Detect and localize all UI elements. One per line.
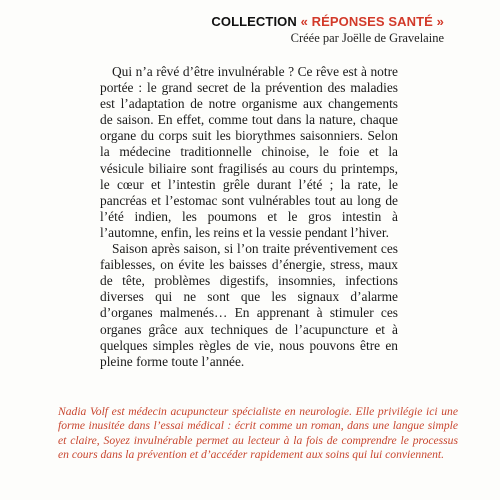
author-blurb <box>58 405 458 463</box>
summary-paragraph: Saison après saison, si l’on traite préventivement ces faiblesses, on évite les baisses d’énergie, stress, maux de tête, problèmes digestifs, insomnies, infections diverses qui ne sont que les signaux d’alarme d’organes malmenés… En apprenant à stimuler ces organes grâce aux techniques de l’acupuncture et à quelques simples règles de vie, nous pouvons être en pleine forme toute l’année. <box>100 241 398 369</box>
collection-prefix: COLLECTION <box>211 14 297 29</box>
summary-text <box>100 64 398 370</box>
collection-credit: Créée par Joëlle de Gravelaine <box>290 31 444 45</box>
author-blurb-text: Nadia Volf est médecin acupuncteur spécialiste en neurologie. Elle privilégie ici une forme inusitée dans l’essai médical : écrit comme un roman, dans une langue simple et claire, Soyez invulnérable permet au lecteur à la fois de comprendre le processus en cours dans la prévention et d’accéder rapidement aux soins qui lui conviennent. <box>58 405 458 462</box>
collection-header <box>211 14 444 46</box>
collection-title <box>211 14 444 30</box>
summary-paragraph: Qui n’a rêvé d’être invulnérable ? Ce rêve est à notre portée : le grand secret de la prévention des maladies est l’adaptation de notre organisme aux changements de saison. En effet, comme tout dans la nature, chaque organe du corps suit les biorythmes saisonniers. Selon la médecine traditionnelle chinoise, le foie et la vésicule biliaire sont fragilisés au cours du printemps, le cœur et l’intestin grêle durant l’été ; la rate, le pancréas et l’estomac sont vulnérables tout au long de l’été indien, les poumons et le gros intestin à l’automne, enfin, les reins et la vessie pendant l’hiver. <box>100 64 398 240</box>
collection-name: « RÉPONSES SANTÉ » <box>300 14 444 29</box>
